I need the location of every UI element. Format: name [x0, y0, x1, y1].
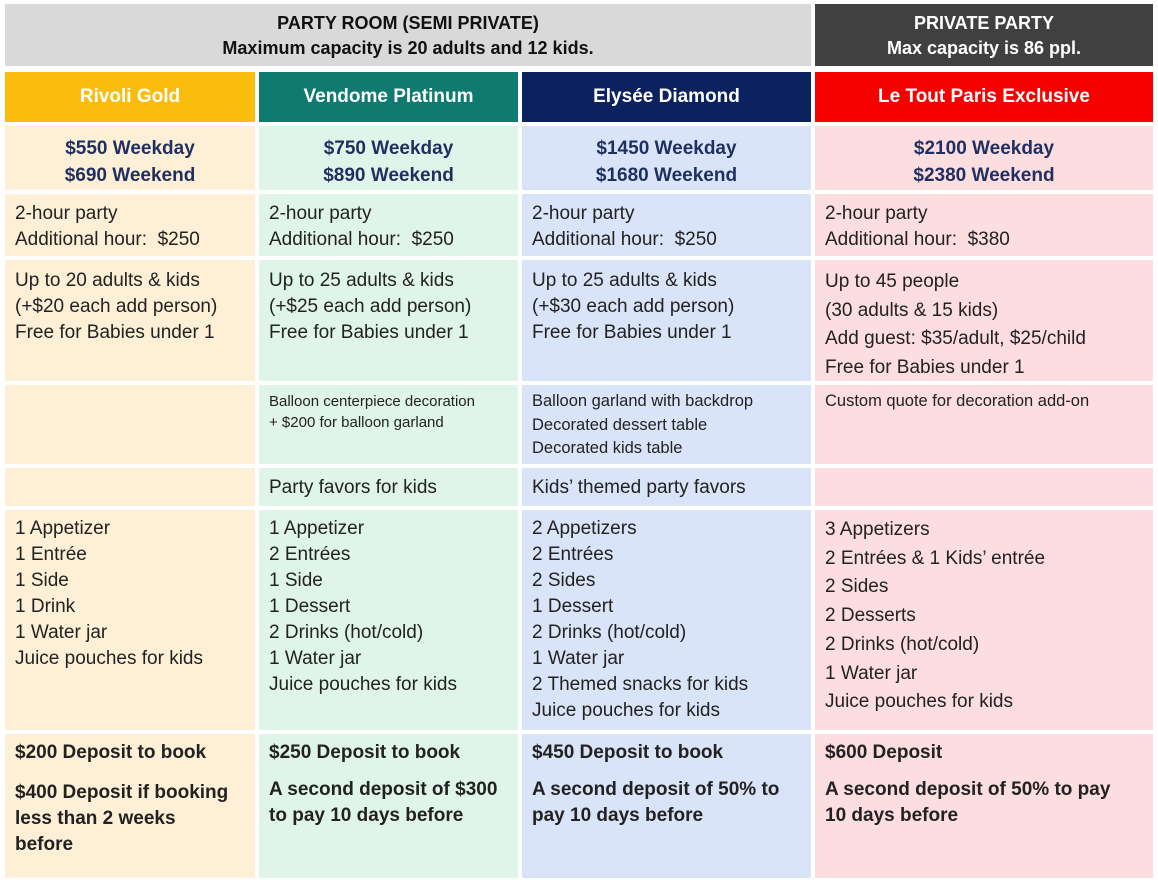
- price-weekday: $1450 Weekday: [596, 138, 737, 159]
- food-line: 1 Water jar: [825, 662, 918, 684]
- favors-cell: [259, 468, 518, 506]
- guests-cell: [522, 260, 811, 381]
- deposit-note-line: $400 Deposit if booking: [15, 782, 229, 803]
- food-line: Juice pouches for kids: [825, 691, 1013, 713]
- duration-cell: [522, 194, 811, 256]
- deposit-note-line: pay 10 days before: [532, 805, 704, 826]
- price-cell: [522, 126, 811, 190]
- guests-cell: [259, 260, 518, 381]
- food-line: 2 Themed snacks for kids: [532, 674, 749, 695]
- duration-cell: [259, 194, 518, 256]
- tier-name: Rivoli Gold: [79, 86, 181, 107]
- guests-line: Free for Babies under 1: [825, 356, 1025, 378]
- favors-line: Kids’ themed party favors: [532, 477, 746, 498]
- food-line: 1 Appetizer: [269, 518, 365, 539]
- deposit-amount: $200 Deposit to book: [15, 742, 207, 763]
- deposit-cell: [5, 734, 255, 878]
- deposit-note-line: 10 days before: [825, 805, 959, 826]
- food-line: 2 Desserts: [825, 605, 916, 627]
- deposit-note-line: A second deposit of 50% to: [532, 779, 780, 800]
- guests-line: Free for Babies under 1: [269, 322, 469, 343]
- private-party-subtitle: Max capacity is 86 ppl.: [886, 38, 1082, 58]
- price-weekend: $690 Weekend: [64, 165, 196, 186]
- food-line: 2 Entrées: [269, 544, 351, 565]
- deposit-note-line: before: [15, 834, 74, 855]
- price-cell: [5, 126, 255, 190]
- guests-cell: [5, 260, 255, 381]
- duration-line: 2-hour party: [825, 203, 928, 224]
- food-line: 2 Sides: [532, 570, 596, 591]
- price-weekend: $890 Weekend: [323, 165, 454, 186]
- food-line: 2 Drinks (hot/cold): [269, 622, 424, 643]
- semi-private-title: PARTY ROOM (SEMI PRIVATE): [277, 13, 539, 33]
- duration-cell: [815, 194, 1153, 256]
- semi-private-header: [5, 4, 811, 66]
- guests-line: Free for Babies under 1: [532, 322, 732, 343]
- decoration-cell: [259, 385, 518, 464]
- food-line: Juice pouches for kids: [532, 700, 720, 721]
- tier-header-vendome-platinum: [259, 72, 518, 122]
- food-line: 2 Entrées: [532, 544, 614, 565]
- guests-line: Up to 25 adults & kids: [532, 270, 717, 291]
- food-line: 1 Water jar: [15, 622, 108, 643]
- deposit-note-line: to pay 10 days before: [269, 805, 464, 826]
- guests-line: Up to 45 people: [825, 271, 960, 292]
- duration-line: 2-hour party: [269, 203, 372, 224]
- tier-name: Le Tout Paris Exclusive: [878, 86, 1090, 107]
- deposit-amount: $600 Deposit: [825, 742, 943, 763]
- price-cell: [815, 126, 1153, 190]
- deposit-amount: $450 Deposit to book: [532, 742, 724, 763]
- price-weekday: $550 Weekday: [65, 138, 195, 159]
- decoration-line: Balloon garland with backdrop: [532, 392, 754, 410]
- food-cell: [259, 510, 518, 730]
- duration-line: 2-hour party: [532, 203, 635, 224]
- food-line: 1 Dessert: [532, 596, 614, 617]
- duration-line: Additional hour: $250: [15, 229, 200, 250]
- decoration-line: + $200 for balloon garland: [269, 414, 444, 431]
- food-cell: [5, 510, 255, 730]
- food-cell: [815, 510, 1153, 730]
- guests-line: (+$30 each add person): [532, 296, 735, 317]
- deposit-cell: [815, 734, 1153, 878]
- guests-line: Up to 20 adults & kids: [15, 270, 200, 291]
- private-party-title: PRIVATE PARTY: [913, 13, 1054, 33]
- food-line: Juice pouches for kids: [15, 648, 203, 669]
- tier-name: Elysée Diamond: [593, 86, 740, 107]
- guests-line: Free for Babies under 1: [15, 322, 215, 343]
- guests-line: Up to 25 adults & kids: [269, 270, 454, 291]
- decoration-line: Balloon centerpiece decoration: [269, 393, 475, 410]
- food-line: 3 Appetizers: [825, 519, 930, 540]
- deposit-note-line: less than 2 weeks: [15, 808, 176, 829]
- food-line: 2 Appetizers: [532, 518, 637, 539]
- decoration-cell: [815, 385, 1153, 464]
- deposit-amount: $250 Deposit to book: [269, 742, 461, 763]
- decoration-cell: [522, 385, 811, 464]
- tier-header-le-tout-paris: [815, 72, 1153, 122]
- duration-line: Additional hour: $250: [532, 229, 717, 250]
- price-cell: [259, 126, 518, 190]
- tier-header-elysee-diamond: [522, 72, 811, 122]
- tier-header-rivoli-gold: [5, 72, 255, 122]
- favors-line: Party favors for kids: [269, 477, 437, 498]
- food-line: 2 Entrées & 1 Kids’ entrée: [825, 547, 1046, 569]
- duration-line: Additional hour: $250: [269, 229, 454, 250]
- duration-line: 2-hour party: [15, 203, 118, 224]
- price-weekend: $2380 Weekend: [913, 165, 1055, 186]
- food-line: 1 Side: [269, 570, 323, 591]
- food-cell: [522, 510, 811, 730]
- favors-cell: [5, 468, 255, 506]
- semi-private-subtitle: Maximum capacity is 20 adults and 12 kids.: [222, 38, 594, 58]
- food-line: 2 Drinks (hot/cold): [825, 633, 980, 655]
- deposit-cell: [522, 734, 811, 878]
- guests-line: (30 adults & 15 kids): [825, 299, 999, 321]
- duration-cell: [5, 194, 255, 256]
- guests-line: Add guest: $35/adult, $25/child: [825, 328, 1086, 349]
- favors-cell: [815, 468, 1153, 506]
- food-line: Juice pouches for kids: [269, 674, 457, 695]
- food-line: 1 Drink: [15, 596, 76, 617]
- food-line: 1 Entrée: [15, 544, 87, 565]
- food-line: 1 Water jar: [532, 648, 625, 669]
- tier-name: Vendome Platinum: [303, 86, 474, 107]
- decoration-line: Custom quote for decoration add-on: [825, 392, 1090, 410]
- deposit-note-line: A second deposit of 50% to pay: [825, 779, 1111, 800]
- decoration-cell: [5, 385, 255, 464]
- guests-cell: [815, 260, 1153, 381]
- private-party-header: [815, 4, 1153, 66]
- food-line: 2 Sides: [825, 576, 889, 598]
- food-line: 1 Water jar: [269, 648, 362, 669]
- decoration-line: Decorated dessert table: [532, 415, 708, 434]
- deposit-note-line: A second deposit of $300: [269, 779, 498, 800]
- price-weekend: $1680 Weekend: [595, 165, 738, 186]
- food-line: 1 Dessert: [269, 596, 351, 617]
- guests-line: (+$20 each add person): [15, 296, 218, 317]
- food-line: 1 Side: [15, 570, 69, 591]
- guests-line: (+$25 each add person): [269, 296, 472, 317]
- price-weekday: $2100 Weekday: [913, 138, 1055, 159]
- food-line: 1 Appetizer: [15, 518, 111, 539]
- duration-line: Additional hour: $380: [825, 229, 1010, 250]
- deposit-cell: [259, 734, 518, 878]
- favors-cell: [522, 468, 811, 506]
- food-line: 2 Drinks (hot/cold): [532, 622, 687, 643]
- decoration-line: Decorated kids table: [532, 439, 683, 457]
- price-weekday: $750 Weekday: [323, 138, 454, 159]
